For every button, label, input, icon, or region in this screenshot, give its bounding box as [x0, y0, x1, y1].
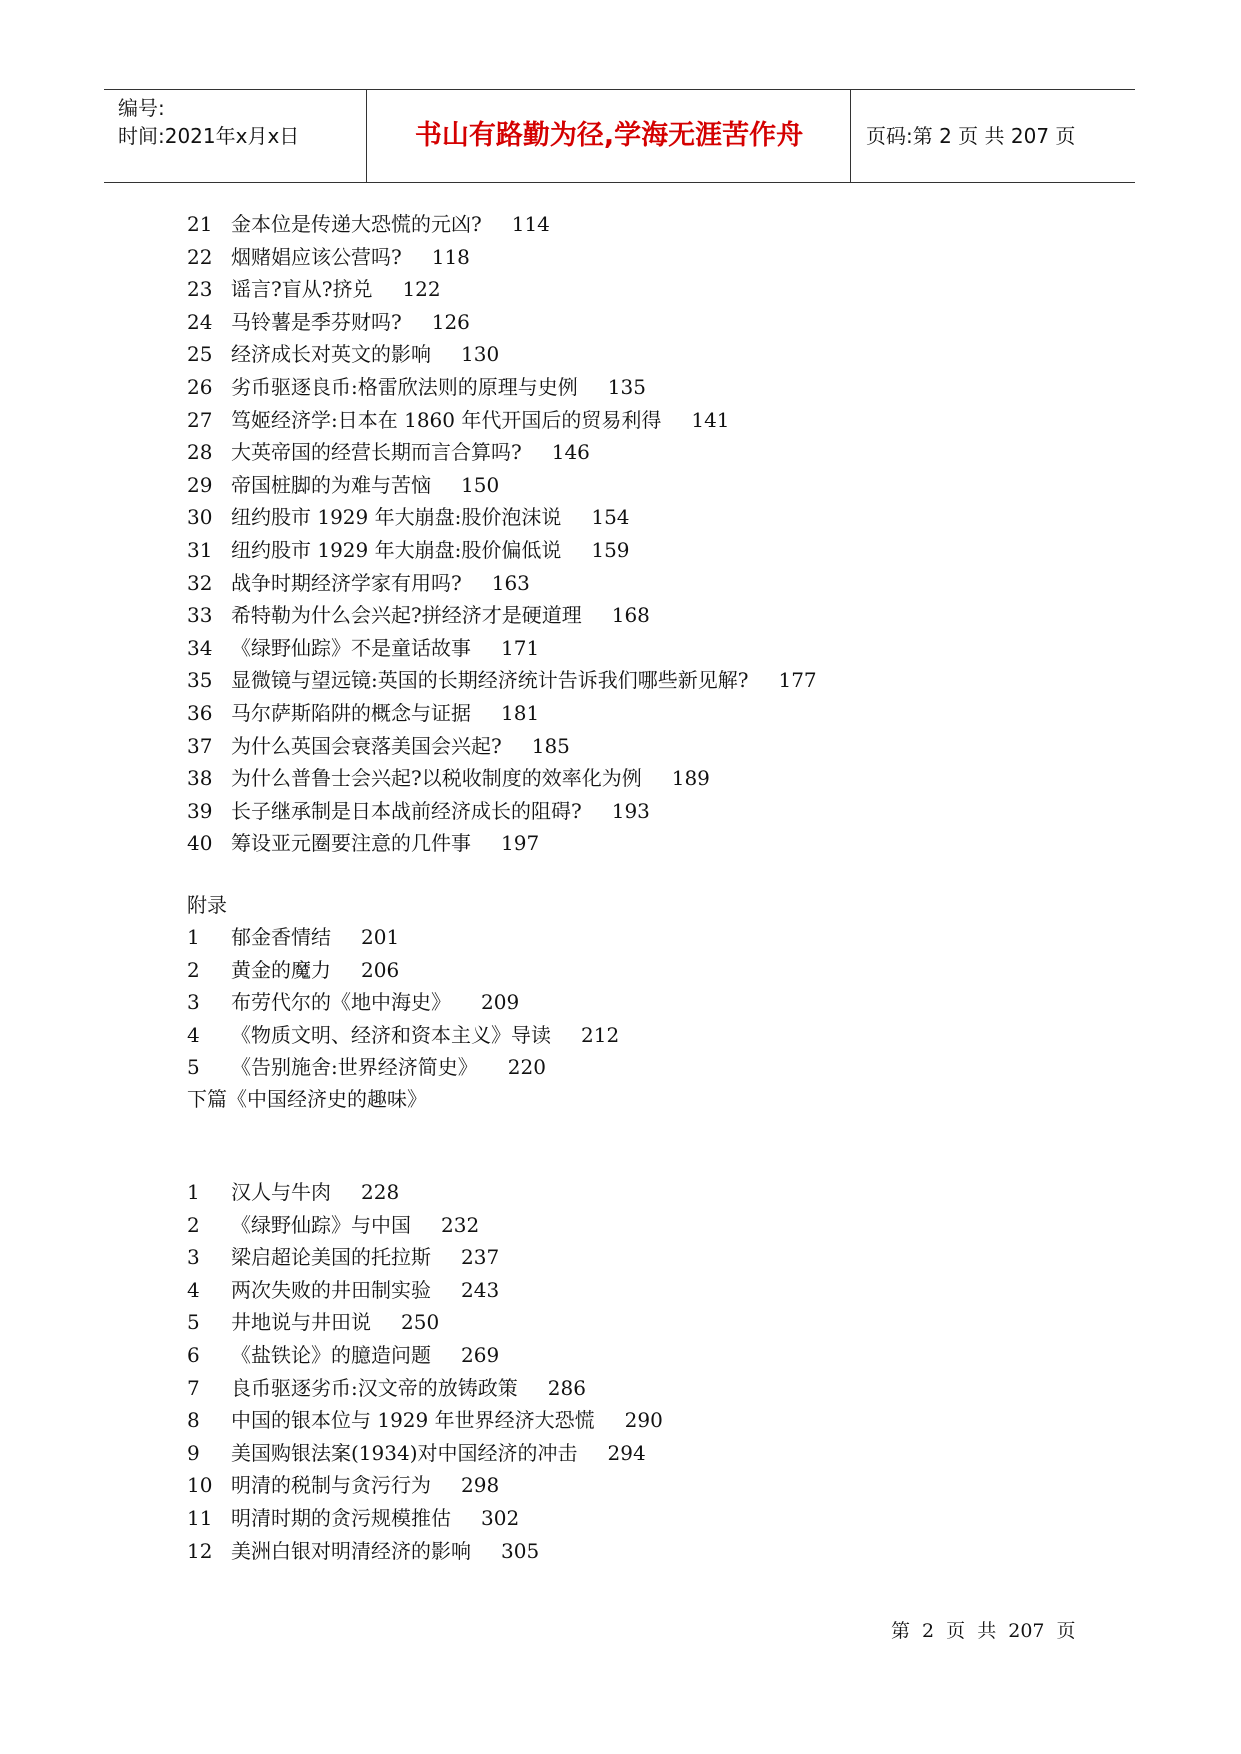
toc-entry-number: 24 — [187, 309, 213, 334]
header-divider — [850, 90, 851, 182]
toc-entry-number: 33 — [187, 603, 213, 628]
toc-entry — [187, 469, 499, 501]
toc-entry-title: 《绿野仙踪》不是童话故事 — [231, 635, 471, 660]
toc-entry-title: 马尔萨斯陷阱的概念与证据 — [231, 701, 471, 725]
toc-entry-number: 5 — [187, 1055, 200, 1080]
toc-entry-title: 显微镜与望远镜:英国的长期经济统计告诉我们哪些新见解? — [231, 668, 749, 693]
toc-entry-number: 8 — [187, 1408, 200, 1433]
toc-entry — [187, 664, 817, 696]
toc-entry-page: 294 — [607, 1440, 646, 1465]
toc-entry-number: 25 — [187, 342, 213, 367]
toc-entry-title: 良币驱逐劣币:汉文帝的放铸政策 — [231, 1375, 518, 1400]
toc-entry-page: 201 — [361, 925, 400, 949]
toc-entry-title: 布劳代尔的《地中海史》 — [231, 990, 451, 1015]
toc-entry-number: 22 — [187, 244, 213, 269]
toc-entry-number: 6 — [187, 1343, 200, 1367]
toc-entry-number: 10 — [187, 1473, 213, 1498]
toc-entry — [187, 1437, 646, 1469]
toc-entry-number: 28 — [187, 440, 213, 465]
toc-entry — [187, 762, 710, 794]
toc-entry-title: 明清的税制与贪污行为 — [231, 1473, 431, 1498]
header-page-code: 页码:第 2 页 共 207 页 — [866, 124, 1076, 148]
toc-entry — [187, 1241, 499, 1273]
toc-entry-number: 34 — [187, 635, 213, 660]
toc-entry — [187, 986, 519, 1018]
toc-entry — [187, 599, 650, 631]
toc-entry-title: 黄金的魔力 — [231, 957, 331, 982]
toc-entry-title: 劣币驱逐良币:格雷欣法则的原理与史例 — [231, 375, 578, 399]
toc-entry — [187, 436, 590, 468]
toc-entry-number: 36 — [187, 701, 213, 725]
toc-entry-title: 美洲白银对明清经济的影响 — [231, 1538, 471, 1563]
toc-entry-page: 171 — [501, 635, 540, 660]
toc-entry-number: 5 — [187, 1310, 200, 1335]
header-time-label: 时间:2021年x月x日 — [118, 124, 300, 148]
toc-entry-number: 7 — [187, 1375, 200, 1400]
toc-entry — [187, 1306, 439, 1338]
toc-entry-page: 298 — [461, 1473, 500, 1498]
toc-entry — [187, 534, 630, 566]
toc-entry-number: 2 — [187, 957, 200, 982]
toc-entry-page: 193 — [611, 798, 650, 823]
toc-entry-title: 马铃薯是季芬财吗? — [231, 309, 402, 334]
toc-entry-title: 经济成长对英文的影响 — [231, 342, 431, 367]
header-meta — [118, 94, 299, 150]
toc-entry-number: 32 — [187, 570, 213, 595]
toc-entry — [187, 1176, 399, 1208]
toc-entry — [187, 501, 630, 533]
toc-entry-title: 梁启超论美国的托拉斯 — [231, 1245, 431, 1270]
toc-entry-page: 122 — [402, 277, 441, 302]
toc-entry-title: 纽约股市 1929 年大崩盘:股价泡沫说 — [231, 505, 562, 530]
toc-entry-page: 250 — [401, 1310, 440, 1335]
toc-entry-page: 146 — [551, 440, 590, 465]
toc-entry-title: 烟赌娼应该公营吗? — [231, 244, 402, 269]
toc-entry-page: 177 — [778, 668, 817, 693]
toc-entry-number: 35 — [187, 668, 213, 693]
toc-entry-number: 37 — [187, 733, 213, 758]
toc-entry — [187, 954, 399, 986]
toc-entry-title: 为什么普鲁士会兴起?以税收制度的效率化为例 — [231, 766, 642, 791]
toc-entry-page: 126 — [431, 309, 470, 334]
toc-entry-page: 163 — [491, 570, 530, 595]
toc-entry-page: 130 — [461, 342, 500, 367]
toc-entry-number: 39 — [187, 798, 213, 823]
toc-entry-number: 1 — [187, 1180, 200, 1204]
toc-entry-page: 286 — [547, 1375, 586, 1400]
toc-entry-number: 12 — [187, 1538, 213, 1563]
toc-entry — [187, 1535, 539, 1567]
toc-entry-page: 209 — [481, 990, 520, 1015]
toc-entry-page: 269 — [461, 1343, 500, 1367]
toc-entry-number: 26 — [187, 375, 213, 399]
toc-entry — [187, 273, 441, 305]
toc-entry-title: 郁金香情结 — [231, 925, 331, 949]
toc-entry-title: 筹设亚元圈要注意的几件事 — [231, 831, 471, 856]
toc-entry — [187, 1372, 586, 1404]
toc-entry-title: 两次失败的井田制实验 — [231, 1277, 431, 1302]
toc-entry-number: 1 — [187, 925, 200, 949]
header-divider — [366, 90, 367, 182]
toc-entry-title: 金本位是传递大恐慌的元凶? — [231, 212, 482, 236]
toc-entry — [187, 1209, 479, 1241]
header-motto: 书山有路勤为径,学海无涯苦作舟 — [414, 120, 804, 151]
toc-entry-page: 114 — [511, 212, 550, 236]
toc-entry — [187, 1339, 499, 1371]
toc-entry-page: 118 — [431, 244, 470, 269]
toc-entry-title: 井地说与井田说 — [231, 1310, 371, 1335]
toc-entry-page: 243 — [461, 1277, 500, 1302]
toc-entry-title: 纽约股市 1929 年大崩盘:股价偏低说 — [231, 538, 562, 562]
toc-entry-number: 30 — [187, 505, 213, 530]
toc-entry-title: 希特勒为什么会兴起?拼经济才是硬道理 — [231, 603, 582, 628]
toc-entry-number: 2 — [187, 1212, 200, 1237]
toc-entry-page: 181 — [501, 701, 540, 725]
toc-entry-number: 40 — [187, 831, 213, 856]
toc-entry-number: 3 — [187, 1245, 200, 1270]
toc-entry — [187, 1469, 499, 1501]
toc-entry-page: 150 — [461, 472, 500, 497]
toc-entry-number: 9 — [187, 1440, 200, 1465]
toc-entry-title: 长子继承制是日本战前经济成长的阻碍? — [231, 798, 582, 823]
toc-entry-page: 135 — [607, 375, 646, 399]
toc-entry-title: 中国的银本位与 1929 年世界经济大恐慌 — [231, 1408, 595, 1433]
page-footer: 第 2 页 共 207 页 — [891, 1620, 1076, 1642]
toc-entry — [187, 338, 499, 370]
toc-entry — [187, 371, 646, 403]
toc-entry-page: 206 — [361, 957, 400, 982]
toc-entry-page: 302 — [481, 1506, 520, 1530]
toc-entry-title: 《绿野仙踪》与中国 — [231, 1212, 411, 1237]
toc-entry-number: 31 — [187, 538, 213, 562]
toc-entry — [187, 1051, 546, 1083]
toc-entry-page: 159 — [591, 538, 630, 562]
toc-entry-title: 笃姬经济学:日本在 1860 年代开国后的贸易利得 — [231, 407, 662, 432]
toc-entry — [187, 1502, 519, 1534]
toc-entry-page: 141 — [691, 407, 730, 432]
toc-entry — [187, 827, 539, 859]
toc-entry — [187, 306, 470, 338]
toc-entry-title: 大英帝国的经营长期而言合算吗? — [231, 440, 522, 465]
toc-entry-page: 228 — [361, 1180, 400, 1204]
toc-entry-title: 美国购银法案(1934)对中国经济的冲击 — [231, 1440, 578, 1465]
toc-entry-page: 185 — [531, 733, 570, 758]
toc-entry — [187, 241, 470, 273]
toc-entry — [187, 1274, 499, 1306]
toc-entry — [187, 404, 730, 436]
toc-entry-page: 232 — [441, 1212, 480, 1237]
toc-entry-number: 4 — [187, 1277, 200, 1302]
toc-entry-number: 27 — [187, 407, 213, 432]
toc-entry-title: 战争时期经济学家有用吗? — [231, 570, 462, 595]
toc-entry-title: 为什么英国会衰落美国会兴起? — [231, 733, 502, 758]
toc-entry — [187, 697, 539, 729]
page-header — [104, 89, 1135, 183]
toc-entry-title: 《告别施舍:世界经济简史》 — [231, 1055, 478, 1080]
toc-entry-page: 189 — [671, 766, 710, 791]
toc-entry-title: 帝国桩脚的为难与苦恼 — [231, 472, 431, 497]
toc-entry — [187, 567, 530, 599]
toc-entry-page: 290 — [624, 1408, 663, 1433]
toc-entry — [187, 921, 399, 953]
toc-entry-number: 11 — [187, 1506, 213, 1530]
header-number-label: 编号: — [118, 96, 165, 120]
toc-entry — [187, 795, 650, 827]
toc-entry-page: 305 — [501, 1538, 540, 1563]
toc-entry — [187, 208, 550, 240]
toc-entry — [187, 1019, 619, 1051]
toc-entry-number: 21 — [187, 212, 213, 236]
toc-entry-number: 3 — [187, 990, 200, 1015]
appendix-heading: 附录 — [187, 893, 227, 917]
toc-entry-title: 谣言?盲从?挤兑 — [231, 277, 373, 302]
toc-entry-number: 23 — [187, 277, 213, 302]
part-two-heading: 下篇《中国经济史的趣味》 — [187, 1087, 427, 1111]
toc-entry-number: 4 — [187, 1022, 200, 1047]
toc-entry-page: 154 — [591, 505, 630, 530]
toc-entry-page: 197 — [501, 831, 540, 856]
toc-entry-title: 《盐铁论》的臆造问题 — [231, 1343, 431, 1367]
toc-entry-title: 《物质文明、经济和资本主义》导读 — [231, 1022, 551, 1047]
toc-entry-page: 212 — [581, 1022, 620, 1047]
toc-entry-page: 168 — [611, 603, 650, 628]
toc-entry-title: 汉人与牛肉 — [231, 1180, 331, 1204]
toc-entry — [187, 1404, 663, 1436]
toc-entry-number: 38 — [187, 766, 213, 791]
toc-entry-page: 220 — [507, 1055, 546, 1080]
toc-entry-page: 237 — [461, 1245, 500, 1270]
toc-entry-title: 明清时期的贪污规模推估 — [231, 1506, 451, 1530]
toc-entry — [187, 730, 570, 762]
toc-entry-number: 29 — [187, 472, 213, 497]
toc-entry — [187, 632, 539, 664]
